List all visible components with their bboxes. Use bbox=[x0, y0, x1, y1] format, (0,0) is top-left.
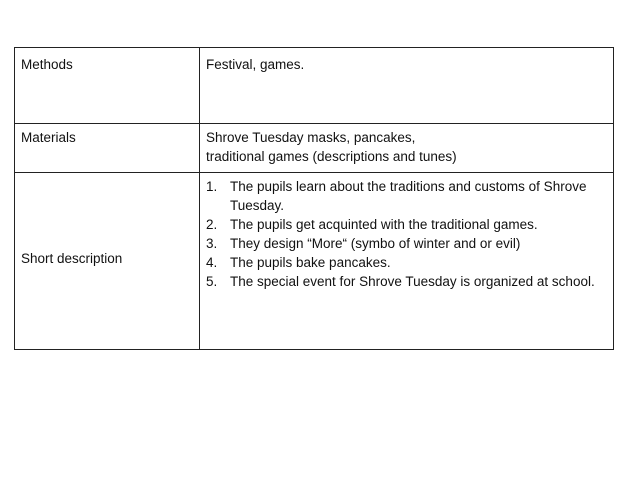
description-list bbox=[206, 177, 607, 291]
methods-row bbox=[15, 48, 614, 124]
lesson-plan-table bbox=[14, 47, 614, 350]
list-item-text: The pupils get acquinted with the traditional games. bbox=[230, 217, 538, 232]
materials-row bbox=[15, 124, 614, 173]
list-item bbox=[206, 215, 607, 234]
materials-value bbox=[200, 124, 614, 173]
list-item-number: 4. bbox=[206, 255, 218, 270]
materials-line-1: Shrove Tuesday masks, pancakes, bbox=[206, 130, 416, 145]
short-description-label: Short description bbox=[15, 173, 200, 350]
list-item-text: They design “More“ (symbo of winter and or evil) bbox=[230, 236, 521, 251]
list-item-text: The pupils bake pancakes. bbox=[230, 255, 391, 270]
short-description-value bbox=[200, 173, 614, 350]
list-item-number: 2. bbox=[206, 217, 218, 232]
list-item bbox=[206, 253, 607, 272]
list-item-number: 1. bbox=[206, 179, 218, 194]
methods-label: Methods bbox=[15, 48, 200, 124]
list-item bbox=[206, 234, 607, 253]
methods-value: Festival, games. bbox=[200, 48, 614, 124]
list-item-text: The pupils learn about the traditions and customs of Shrove Tuesday. bbox=[230, 179, 587, 213]
list-item bbox=[206, 177, 607, 215]
list-item bbox=[206, 272, 607, 291]
short-description-row bbox=[15, 173, 614, 350]
list-item-number: 5. bbox=[206, 274, 218, 289]
list-item-text: The special event for Shrove Tuesday is organized at school. bbox=[230, 274, 595, 289]
materials-line-2: traditional games (descriptions and tunes) bbox=[206, 149, 457, 164]
materials-label: Materials bbox=[15, 124, 200, 173]
list-item-number: 3. bbox=[206, 236, 218, 251]
